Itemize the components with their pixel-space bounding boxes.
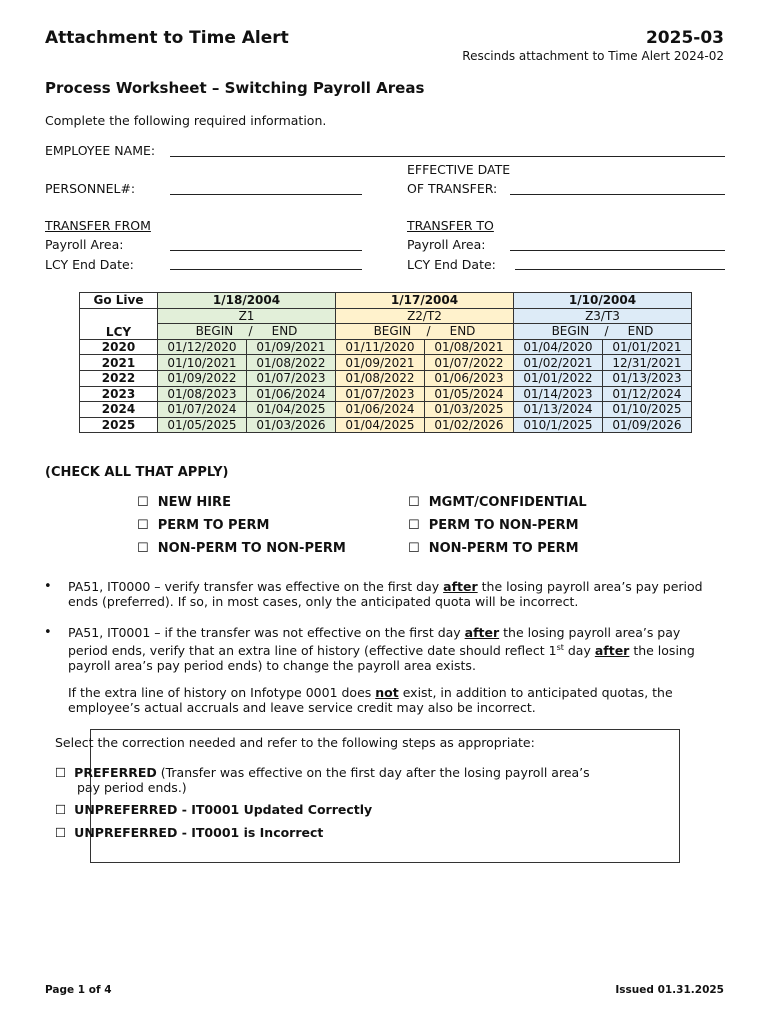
option-unpreferred-incorrect[interactable] xyxy=(55,825,323,840)
infotype-note xyxy=(68,685,718,715)
table-row xyxy=(80,386,692,402)
emphasis: after xyxy=(464,625,500,640)
table-row xyxy=(80,339,692,355)
begin-date-cell: 01/13/2024 xyxy=(514,402,603,418)
worksheet-title: Process Worksheet – Switching Payroll Areas xyxy=(45,79,425,97)
area-name-row xyxy=(80,308,692,324)
lcy-year: 2022 xyxy=(80,370,158,386)
checkbox-label: NEW HIRE xyxy=(157,495,231,510)
checkbox-new-hire[interactable] xyxy=(137,495,231,510)
checkbox-label: PERM TO PERM xyxy=(157,518,270,533)
text: day xyxy=(563,643,595,659)
page-number: Page 1 of 4 xyxy=(45,984,112,996)
end-date-cell: 01/07/2023 xyxy=(247,370,336,386)
checkbox-label: PERM TO NON-PERM xyxy=(428,518,579,533)
slash: / xyxy=(426,324,431,339)
end-date-cell: 01/08/2022 xyxy=(247,355,336,371)
begin-date-cell: 01/06/2024 xyxy=(336,402,425,418)
emphasis: after xyxy=(594,643,630,659)
begin-date-cell: 01/08/2022 xyxy=(336,370,425,386)
from-payroll-area-field[interactable] xyxy=(170,250,362,251)
document-title: Attachment to Time Alert xyxy=(45,28,289,48)
end-label: END xyxy=(271,324,298,339)
end-date-cell: 01/08/2021 xyxy=(425,339,514,355)
text: the losing payroll area’s pay period ends, verify that an extra line of history (effective date should reflect 1 xyxy=(68,625,681,659)
correction-intro: Select the correction needed and refer to the following steps as appropriate: xyxy=(55,735,535,750)
emphasis: not xyxy=(375,685,399,700)
to-lcy-end-date-label: LCY End Date: xyxy=(407,257,496,272)
text: PA51, IT0001 – if the transfer was not effective on the first day xyxy=(68,625,465,640)
z3-go-live: 1/10/2004 xyxy=(514,293,692,309)
z3-begin-end xyxy=(514,324,692,340)
begin-label: BEGIN xyxy=(551,324,590,339)
checkbox-icon: ☐ xyxy=(55,765,67,780)
go-live-row xyxy=(80,293,692,309)
text: the losing payroll area’s pay period ends (preferred). If so, in most cases, only the anticipated quota will be incorrect. xyxy=(68,579,703,609)
transfer-from-heading: TRANSFER FROM xyxy=(45,218,151,233)
bullet-it0000 xyxy=(68,579,718,609)
superscript: st xyxy=(556,643,564,652)
end-date-cell: 01/10/2025 xyxy=(603,402,692,418)
end-date-cell: 01/06/2024 xyxy=(247,386,336,402)
end-label: END xyxy=(449,324,476,339)
to-payroll-area-field[interactable] xyxy=(510,250,725,251)
checkbox-perm-to-non-perm[interactable] xyxy=(408,518,579,533)
end-date-cell: 01/13/2023 xyxy=(603,370,692,386)
end-date-cell: 01/03/2026 xyxy=(247,417,336,433)
checkbox-icon: ☐ xyxy=(408,541,420,556)
end-label: END xyxy=(627,324,654,339)
transfer-to-heading: TRANSFER TO xyxy=(407,218,494,233)
checkbox-icon: ☐ xyxy=(55,802,67,817)
employee-name-label: EMPLOYEE NAME: xyxy=(45,143,156,158)
begin-date-cell: 01/07/2024 xyxy=(158,402,247,418)
begin-date-cell: 01/04/2020 xyxy=(514,339,603,355)
checkbox-icon: ☐ xyxy=(408,495,420,510)
from-lcy-end-date-label: LCY End Date: xyxy=(45,257,134,272)
option-preferred[interactable] xyxy=(55,765,590,795)
begin-date-cell: 01/01/2022 xyxy=(514,370,603,386)
z1-begin-end xyxy=(158,324,336,340)
checkbox-icon: ☐ xyxy=(137,541,149,556)
lcy-label: LCY xyxy=(80,308,158,339)
from-lcy-end-date-field[interactable] xyxy=(170,269,362,270)
emphasis: after xyxy=(443,579,478,594)
end-date-cell: 01/09/2021 xyxy=(247,339,336,355)
begin-date-cell: 01/05/2025 xyxy=(158,417,247,433)
bullet-it0001 xyxy=(68,625,718,673)
begin-label: BEGIN xyxy=(195,324,234,339)
checkbox-icon: ☐ xyxy=(408,518,420,533)
option-text: pay period ends.) xyxy=(77,780,187,795)
effective-date-field[interactable] xyxy=(510,194,725,195)
table-row xyxy=(80,370,692,386)
checkbox-mgmt-confidential[interactable] xyxy=(408,495,587,510)
lcy-year: 2024 xyxy=(80,402,158,418)
personnel-label: PERSONNEL#: xyxy=(45,181,136,196)
begin-date-cell: 01/08/2023 xyxy=(158,386,247,402)
slash: / xyxy=(604,324,609,339)
checkbox-label: NON-PERM TO NON-PERM xyxy=(157,541,346,556)
z2-go-live: 1/17/2004 xyxy=(336,293,514,309)
begin-date-cell: 01/07/2023 xyxy=(336,386,425,402)
end-date-cell: 01/04/2025 xyxy=(247,402,336,418)
instruction-text: Complete the following required information. xyxy=(45,113,327,128)
go-live-label: Go Live xyxy=(80,293,158,309)
begin-end-row xyxy=(80,324,692,340)
end-date-cell: 01/06/2023 xyxy=(425,370,514,386)
to-lcy-end-date-field[interactable] xyxy=(515,269,725,270)
text: exist, in addition to anticipated quotas, the employee’s actual accruals and leave service credit may also be incorrect. xyxy=(68,685,673,715)
begin-date-cell: 01/12/2020 xyxy=(158,339,247,355)
table-row xyxy=(80,355,692,371)
z1-go-live: 1/18/2004 xyxy=(158,293,336,309)
option-unpreferred-correct[interactable] xyxy=(55,802,372,817)
lcy-year: 2021 xyxy=(80,355,158,371)
employee-name-field[interactable] xyxy=(170,156,725,157)
payroll-area-table xyxy=(79,292,692,433)
begin-date-cell: 010/1/2025 xyxy=(514,417,603,433)
table-row xyxy=(80,417,692,433)
checkbox-non-perm-to-perm[interactable] xyxy=(408,541,579,556)
bullet-icon: • xyxy=(44,579,52,594)
end-date-cell: 01/02/2026 xyxy=(425,417,514,433)
personnel-field[interactable] xyxy=(170,194,362,195)
z1-name: Z1 xyxy=(158,308,336,324)
begin-date-cell: 01/09/2021 xyxy=(336,355,425,371)
begin-date-cell: 01/02/2021 xyxy=(514,355,603,371)
end-date-cell: 01/07/2022 xyxy=(425,355,514,371)
begin-date-cell: 01/04/2025 xyxy=(336,417,425,433)
checkbox-icon: ☐ xyxy=(55,825,67,840)
end-date-cell: 01/03/2025 xyxy=(425,402,514,418)
bullet-icon: • xyxy=(44,625,52,640)
begin-label: BEGIN xyxy=(373,324,412,339)
begin-date-cell: 01/11/2020 xyxy=(336,339,425,355)
checkbox-non-perm-to-non-perm[interactable] xyxy=(137,541,346,556)
option-title: UNPREFERRED - IT0001 is Incorrect xyxy=(74,825,324,840)
lcy-year: 2020 xyxy=(80,339,158,355)
checkbox-label: NON-PERM TO PERM xyxy=(428,541,579,556)
text: PA51, IT0000 – verify transfer was effective on the first day xyxy=(68,579,444,594)
time-alert-number: 2025-03 xyxy=(645,28,724,48)
checkbox-icon: ☐ xyxy=(137,495,149,510)
lcy-year: 2023 xyxy=(80,386,158,402)
rescinds-note: Rescinds attachment to Time Alert 2024-02 xyxy=(462,49,724,63)
effective-date-label-2: OF TRANSFER: xyxy=(407,181,498,196)
checkbox-perm-to-perm[interactable] xyxy=(137,518,269,533)
text: the losing payroll area’s pay period ends) to change the payroll area exists. xyxy=(68,643,695,674)
begin-date-cell: 01/10/2021 xyxy=(158,355,247,371)
begin-date-cell: 01/09/2022 xyxy=(158,370,247,386)
to-payroll-area-label: Payroll Area: xyxy=(407,237,486,252)
issued-date: Issued 01.31.2025 xyxy=(615,984,724,996)
text: If the extra line of history on Infotype 0001 does xyxy=(68,685,376,700)
end-date-cell: 01/12/2024 xyxy=(603,386,692,402)
lcy-year: 2025 xyxy=(80,417,158,433)
option-text: (Transfer was effective on the first day after the losing payroll area’s xyxy=(156,765,590,780)
effective-date-label-1: EFFECTIVE DATE xyxy=(407,162,511,177)
z2-begin-end xyxy=(336,324,514,340)
checkbox-icon: ☐ xyxy=(137,518,149,533)
z2-name: Z2/T2 xyxy=(336,308,514,324)
option-title: UNPREFERRED - IT0001 Updated Correctly xyxy=(74,802,373,817)
checkbox-label: MGMT/CONFIDENTIAL xyxy=(428,495,587,510)
check-all-heading: (CHECK ALL THAT APPLY) xyxy=(45,465,229,480)
slash: / xyxy=(248,324,253,339)
z3-name: Z3/T3 xyxy=(514,308,692,324)
table-row xyxy=(80,402,692,418)
from-payroll-area-label: Payroll Area: xyxy=(45,237,124,252)
end-date-cell: 01/09/2026 xyxy=(603,417,692,433)
end-date-cell: 12/31/2021 xyxy=(603,355,692,371)
begin-date-cell: 01/14/2023 xyxy=(514,386,603,402)
end-date-cell: 01/05/2024 xyxy=(425,386,514,402)
end-date-cell: 01/01/2021 xyxy=(603,339,692,355)
option-title: PREFERRED xyxy=(74,765,157,780)
